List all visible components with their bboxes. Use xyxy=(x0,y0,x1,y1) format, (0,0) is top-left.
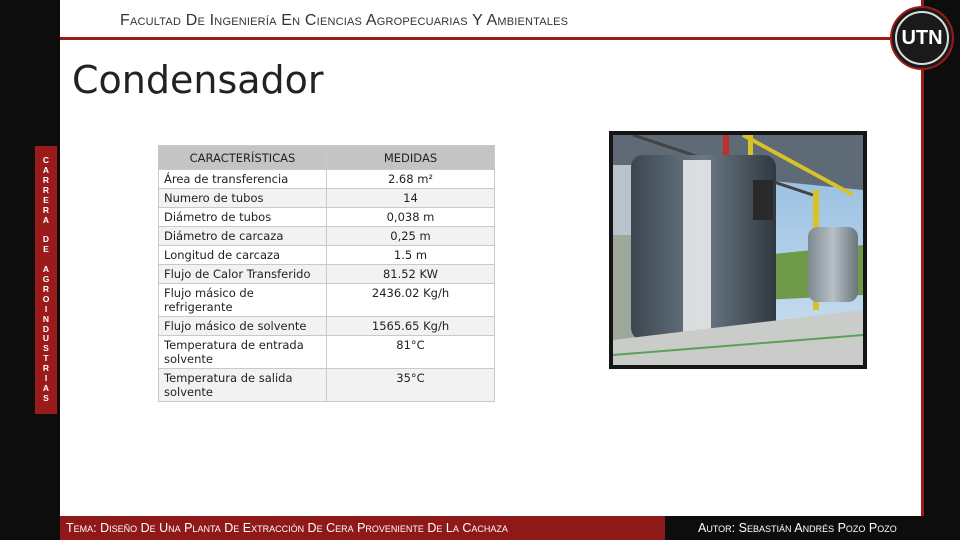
characteristic-name: Flujo másico de solvente xyxy=(159,317,327,336)
faculty-title: Facultad De Ingeniería En Ciencias Agropecuarias Y Ambientales xyxy=(120,12,569,29)
table-row xyxy=(159,265,495,284)
table-row xyxy=(159,170,495,189)
career-side-label xyxy=(35,146,57,414)
side-letter: R xyxy=(42,283,50,294)
side-letter: A xyxy=(42,264,50,275)
side-letter: C xyxy=(42,155,50,166)
side-letter: D xyxy=(42,323,50,334)
characteristic-name: Diámetro de carcaza xyxy=(159,227,327,246)
side-letter: E xyxy=(43,194,49,205)
characteristic-value: 1.5 m xyxy=(327,246,495,265)
characteristic-value: 81°C xyxy=(327,336,495,369)
utn-logo xyxy=(890,6,954,70)
footer-topic: Tema: Diseño De Una Planta De Extracción De Cera Proveniente De La Cachaza xyxy=(60,516,665,540)
characteristic-value: 81.52 KW xyxy=(327,265,495,284)
characteristic-value: 2436.02 Kg/h xyxy=(327,284,495,317)
table-row xyxy=(159,208,495,227)
side-letter: A xyxy=(42,383,50,393)
side-letter: O xyxy=(42,293,50,304)
table-row xyxy=(159,227,495,246)
side-letter: I xyxy=(44,303,48,314)
column-header-measures: MEDIDAS xyxy=(327,146,495,170)
vertical-accent-line xyxy=(921,0,924,516)
characteristic-value: 1565.65 Kg/h xyxy=(327,317,495,336)
side-letter: S xyxy=(43,392,49,403)
specifications-table xyxy=(158,145,495,402)
table-header-row xyxy=(159,146,495,170)
side-letter: G xyxy=(42,274,50,285)
side-letter: R xyxy=(42,363,50,374)
characteristic-name: Numero de tubos xyxy=(159,189,327,208)
characteristic-value: 14 xyxy=(327,189,495,208)
table-row xyxy=(159,246,495,265)
table-row xyxy=(159,317,495,336)
side-letter: T xyxy=(43,353,49,364)
table-row xyxy=(159,189,495,208)
footer-bar xyxy=(60,516,960,540)
characteristic-name: Longitud de carcaza xyxy=(159,246,327,265)
slide-title: Condensador xyxy=(72,58,324,102)
footer-author: Autor: Sebastián Andrés Pozo Pozo xyxy=(698,521,897,535)
side-letter: I xyxy=(44,373,48,384)
characteristic-name: Flujo másico de refrigerante xyxy=(159,284,327,317)
side-letter: D xyxy=(42,234,50,245)
table-row xyxy=(159,284,495,317)
side-letter: E xyxy=(43,244,49,255)
utn-logo-text: UTN xyxy=(895,11,949,65)
characteristic-name: Diámetro de tubos xyxy=(159,208,327,227)
side-letter: A xyxy=(42,214,50,225)
column-header-characteristics: CARACTERÍSTICAS xyxy=(159,146,327,170)
side-letter: R xyxy=(42,184,50,195)
side-letter: R xyxy=(42,204,50,215)
side-letter: N xyxy=(42,313,50,324)
characteristic-value: 35°C xyxy=(327,369,495,402)
side-letter: U xyxy=(42,333,50,344)
characteristic-name: Temperatura de salida solvente xyxy=(159,369,327,402)
right-frame-bar xyxy=(922,0,960,540)
side-letter: R xyxy=(42,175,50,185)
characteristic-name: Área de transferencia xyxy=(159,170,327,189)
characteristic-value: 0,038 m xyxy=(327,208,495,227)
table-row xyxy=(159,336,495,369)
characteristic-value: 0,25 m xyxy=(327,227,495,246)
characteristic-name: Flujo de Calor Transferido xyxy=(159,265,327,284)
header-underline xyxy=(60,37,890,40)
characteristic-value: 2.68 m² xyxy=(327,170,495,189)
condenser-render-illustration xyxy=(613,135,863,365)
side-letter: S xyxy=(43,343,49,354)
side-letter: A xyxy=(42,165,50,176)
table-row xyxy=(159,369,495,402)
condenser-render-image xyxy=(609,131,867,369)
characteristic-name: Temperatura de entrada solvente xyxy=(159,336,327,369)
